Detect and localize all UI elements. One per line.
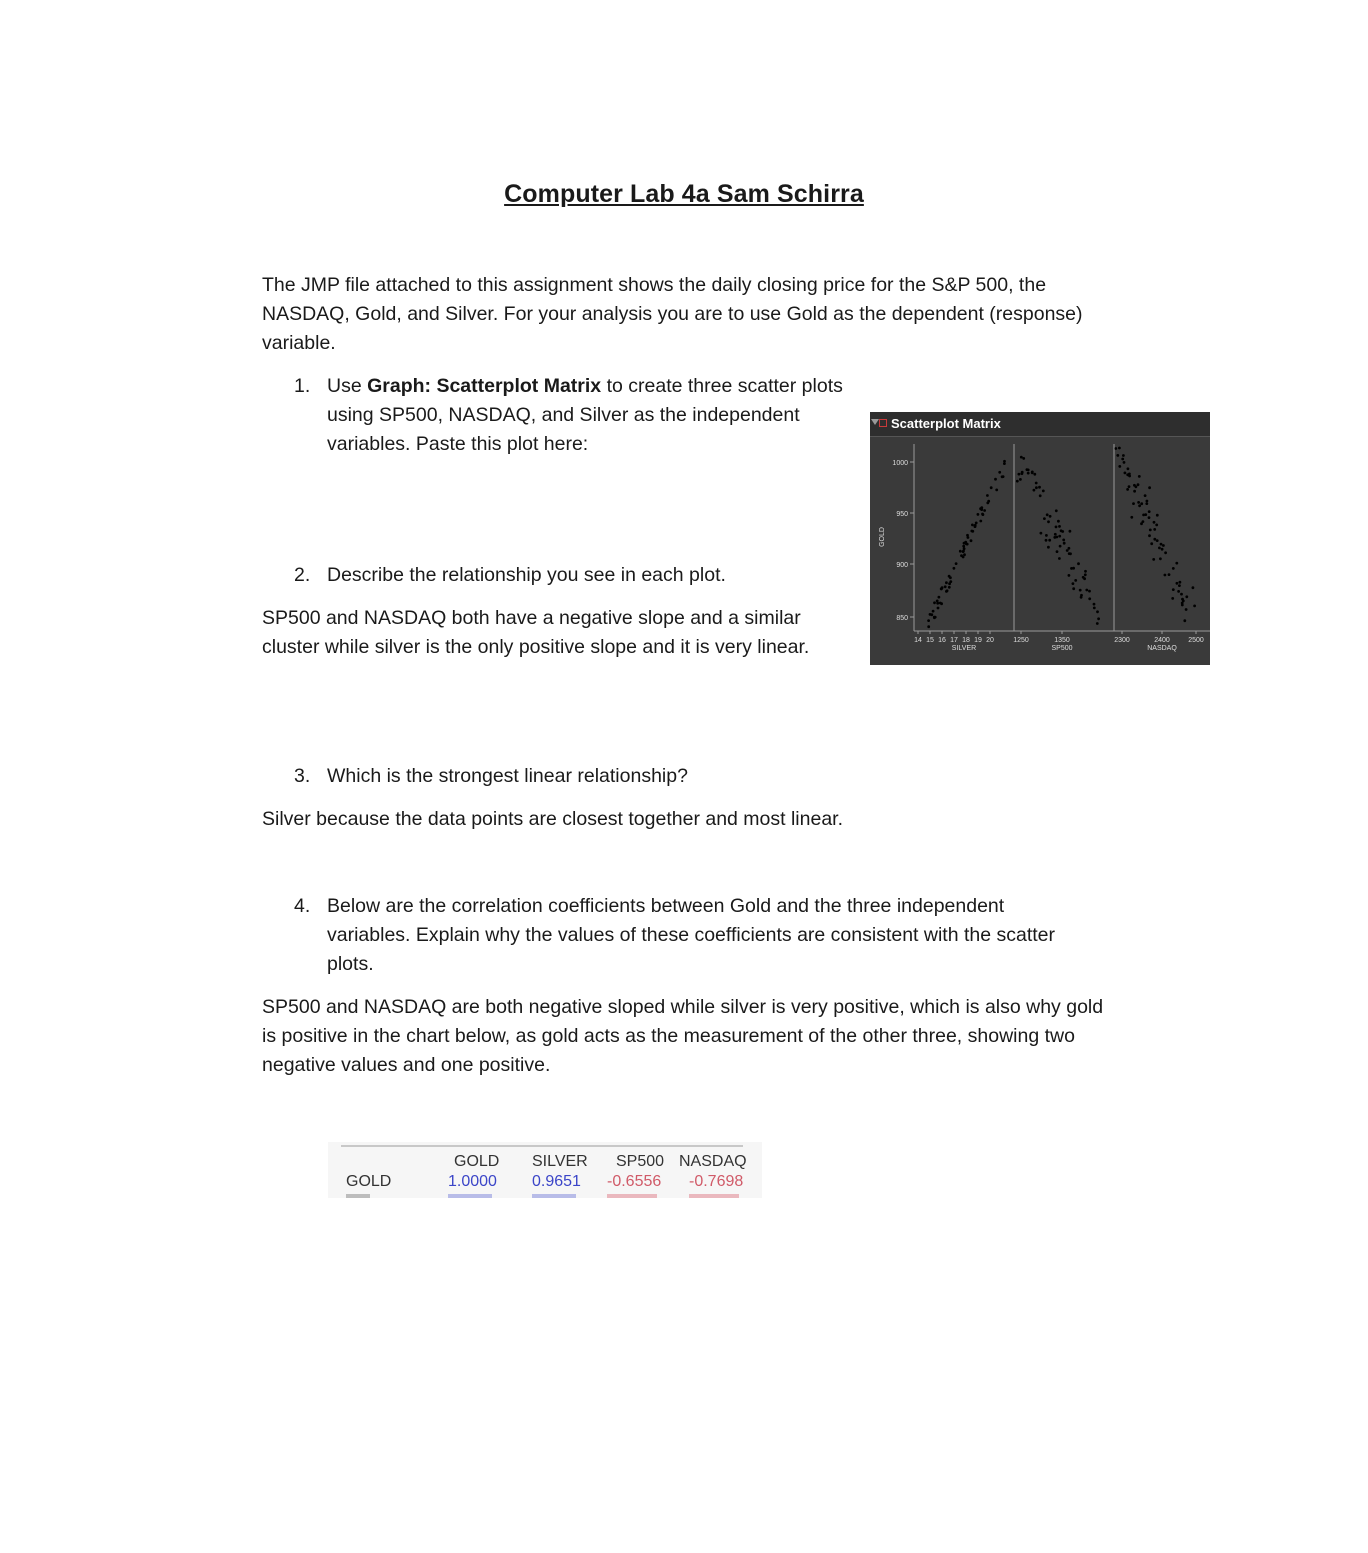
data-point [1177,590,1180,593]
data-point [1130,516,1133,519]
data-point [1160,543,1163,546]
data-point [1049,515,1052,518]
data-point [949,576,952,579]
data-point [1193,605,1196,608]
data-point [1096,622,1099,625]
x-axis-label: SP500 [1051,645,1073,652]
y-tick-label: 850 [896,615,908,622]
clipped-row-fragment [689,1194,739,1198]
row-label: GOLD [346,1173,392,1190]
data-point [1138,504,1141,507]
correlation-value: 1.0000 [448,1173,497,1190]
data-point [995,489,998,492]
data-point [974,525,977,528]
x-axis-label: NASDAQ [1147,645,1177,652]
data-point [1152,558,1155,561]
data-point [1172,567,1175,570]
data-point [965,542,968,545]
data-point [1093,603,1096,606]
data-point [1118,465,1121,468]
data-point [962,545,965,548]
data-point [1035,482,1038,485]
question-text: Below are the correlation coefficients between Gold and the three independent [327,895,1005,917]
data-point [1148,486,1151,489]
data-point [1038,486,1041,489]
data-point [1153,538,1156,541]
data-point [990,486,993,489]
data-point [1159,557,1162,560]
y-tick-label: 900 [896,562,908,569]
data-point [945,590,948,593]
clipped-row-fragment [532,1194,576,1198]
data-point [953,567,956,570]
data-point [977,513,980,516]
data-point [936,600,939,603]
data-point [1126,488,1129,491]
data-point [1121,458,1124,461]
data-point [1118,447,1121,450]
data-point [1077,562,1080,565]
data-point [1058,525,1061,528]
x-tick-label: 20 [986,637,994,644]
data-point [1020,456,1023,459]
data-point [1132,502,1135,505]
data-point [1061,530,1064,533]
data-point [1140,502,1143,505]
data-point [1181,598,1184,601]
data-point [927,625,930,628]
data-point [1022,457,1025,460]
data-point [1137,483,1140,486]
data-point [1122,454,1125,457]
data-point [1171,597,1174,600]
data-point [983,509,986,512]
data-point [1048,539,1051,542]
data-point [1058,557,1061,560]
column-header: GOLD [454,1153,500,1170]
data-point [971,524,974,527]
data-point [1175,562,1178,565]
data-point [1126,473,1129,476]
data-point [1153,521,1156,524]
data-point [1150,542,1153,545]
correlation-value: -0.6556 [607,1173,662,1190]
red-triangle-menu-icon [879,419,887,427]
x-tick-label: 1250 [1013,637,1029,644]
data-point [1096,610,1099,613]
data-point [1185,608,1188,611]
x-tick-label: 18 [962,637,970,644]
data-point [929,613,932,616]
data-point [1153,528,1156,531]
x-tick-label: 1350 [1054,637,1070,644]
data-point [1055,526,1058,529]
data-point [1045,539,1048,542]
data-point [932,610,935,613]
x-tick-label: 14 [914,637,922,644]
data-point [1137,501,1140,504]
x-tick-label: 2300 [1114,637,1130,644]
answer-line: SP500 and NASDAQ are both negative sloped while silver is very positive, which is also why gold [262,996,1104,1018]
data-point [1001,475,1004,478]
data-point [1179,581,1182,584]
question-text: to create three scatter plots [601,375,843,397]
intro-paragraph [262,271,1083,358]
data-point [1161,548,1164,551]
question-text: plots. [327,953,374,975]
x-axis-label: SILVER [951,645,977,652]
data-point [1003,462,1006,465]
data-point [944,585,947,588]
clipped-row-fragment [346,1194,370,1198]
answer-line: cluster while silver is the only positive slope and it is very linear. [262,636,810,658]
question-number: 2. [294,564,311,586]
data-point [1069,530,1072,533]
clipped-row-fragment [607,1194,657,1198]
data-point [1140,522,1143,525]
data-point [1021,471,1024,474]
data-point [939,602,942,605]
x-tick-label: 16 [938,637,946,644]
x-tick-label: 15 [926,637,934,644]
data-point [1080,596,1083,599]
data-point [1135,485,1138,488]
data-point [938,596,941,599]
question-text: Which is the strongest linear relationship? [327,765,688,787]
menu-path-bold: Graph: Scatterplot Matrix [367,375,602,397]
data-point [1084,573,1087,576]
correlation-value: -0.7698 [689,1173,744,1190]
data-point [979,520,982,523]
data-point [975,522,978,525]
intro-line: NASDAQ, Gold, and Silver. For your analysis you are to use Gold as the dependent (response) [262,303,1083,325]
data-point [1172,588,1175,591]
data-point [945,581,948,584]
correlation-table-image [328,1142,762,1198]
scatterplot-canvas [870,436,1210,665]
data-point [1082,576,1085,579]
data-point [1055,536,1058,539]
data-point [986,502,989,505]
data-point [1178,584,1181,587]
data-point [1055,509,1058,512]
data-point [1057,520,1060,523]
data-point [1039,494,1042,497]
data-point [998,471,1001,474]
x-tick-label: 2400 [1154,637,1170,644]
data-point [936,602,939,605]
data-point [1088,590,1091,593]
data-point [1047,520,1050,523]
data-point [1138,475,1141,478]
data-point [963,547,966,550]
data-point [1047,546,1050,549]
x-tick-label: 17 [950,637,958,644]
data-point [1058,535,1061,538]
data-point [1093,607,1096,610]
data-point [1124,472,1127,475]
data-point [1142,514,1145,517]
y-tick-label: 1000 [892,460,908,467]
data-point [1097,617,1100,620]
data-point [1127,467,1130,470]
x-tick-label: 19 [974,637,982,644]
data-point [1181,602,1184,605]
scatterplot-title: Scatterplot Matrix [891,416,1001,431]
data-point [1185,595,1188,598]
data-point [1133,490,1136,493]
answer-line: is positive in the chart below, as gold acts as the measurement of the other three, showing two [262,1025,1075,1047]
data-point [1164,574,1167,577]
question-text: using SP500, NASDAQ, and Silver as the independent [327,404,800,426]
x-tick-label: 2500 [1188,637,1204,644]
column-header: NASDAQ [679,1153,747,1170]
answer-line: Silver because the data points are closest together and most linear. [262,808,844,830]
data-point [966,534,969,537]
question-number: 4. [294,895,311,917]
data-point [1074,579,1077,582]
data-point [1054,533,1057,536]
data-point [1149,529,1152,532]
data-point [934,616,937,619]
question-text: Describe the relationship you see in each plot. [327,564,726,586]
data-point [940,588,943,591]
data-point [986,494,989,497]
data-point [1164,551,1167,554]
data-point [948,586,951,589]
data-point [1144,494,1147,497]
question-text: variables. Paste this plot here: [327,433,589,455]
column-header: SP500 [616,1153,665,1170]
data-point [1168,573,1171,576]
data-point [1084,570,1087,573]
data-point [994,478,997,481]
y-tick-label: 950 [896,511,908,518]
data-point [1046,513,1049,516]
page-title: Computer Lab 4a Sam Schirra [504,180,864,208]
data-point [1033,473,1036,476]
data-point [1026,468,1029,471]
data-point [970,539,973,542]
question-text: Use [327,375,368,397]
data-point [1068,574,1071,577]
data-point [1192,586,1195,589]
data-point [1148,534,1151,537]
disclosure-triangle-icon [871,419,879,425]
data-point [1072,587,1075,590]
intro-line: The JMP file attached to this assignment shows the daily closing price for the S&P 500, the [262,274,1047,296]
question-text: variables. Explain why the values of these coefficients are consistent with the scatter [327,924,1056,946]
data-point [962,550,965,553]
answer-2 [262,604,809,662]
data-point [1031,471,1034,474]
table-top-rule [341,1145,743,1147]
data-point [1156,539,1159,542]
data-point [1146,500,1149,503]
data-point [1040,532,1043,535]
data-point [1043,517,1046,520]
data-point [1116,454,1119,457]
data-point [1035,486,1038,489]
scatterplot-matrix-image [870,412,1210,665]
data-point [1123,461,1126,464]
data-point [937,607,940,610]
data-point [1072,582,1075,585]
column-header: SILVER [532,1153,588,1170]
data-point [1180,593,1183,596]
data-point [1148,510,1151,513]
answer-3 [262,805,843,834]
data-point [963,553,966,556]
question-number: 3. [294,765,311,787]
data-point [955,562,958,565]
data-point [1063,542,1066,545]
data-point [970,530,973,533]
answer-line: SP500 and NASDAQ both have a negative slope and a similar [262,607,801,629]
data-point [948,582,951,585]
data-point [1162,544,1165,547]
data-point [1068,552,1071,555]
data-point [1145,502,1148,505]
data-point [1114,447,1117,450]
data-point [1079,589,1082,592]
data-point [1042,490,1045,493]
data-point [1016,480,1019,483]
data-point [1176,582,1179,585]
answer-line: negative values and one positive. [262,1054,551,1076]
data-point [1068,547,1071,550]
data-point [1062,539,1065,542]
data-point [933,601,936,604]
data-point [1128,485,1131,488]
clipped-row-fragment [448,1194,492,1198]
data-point [1158,547,1161,550]
data-point [1148,516,1151,519]
data-point [1155,524,1158,527]
data-point [1156,514,1159,517]
question-number: 1. [294,375,311,397]
scatterplot-header [870,412,1210,437]
data-point [1018,473,1021,476]
data-point [1183,619,1186,622]
answer-4 [262,993,1103,1080]
data-point [1019,478,1022,481]
data-point [982,513,985,516]
data-point [1045,534,1048,537]
data-point [1056,550,1059,553]
data-point [980,508,983,511]
data-point [927,619,930,622]
y-axis-label: GOLD [879,527,886,547]
correlation-value: 0.9651 [532,1173,581,1190]
data-point [959,550,962,553]
data-point [1088,597,1091,600]
data-point [1033,489,1036,492]
data-point [1059,545,1062,548]
intro-line: variable. [262,332,336,354]
data-point [1085,589,1088,592]
data-point [1066,549,1069,552]
data-point [1027,472,1030,475]
data-point [1072,567,1075,570]
